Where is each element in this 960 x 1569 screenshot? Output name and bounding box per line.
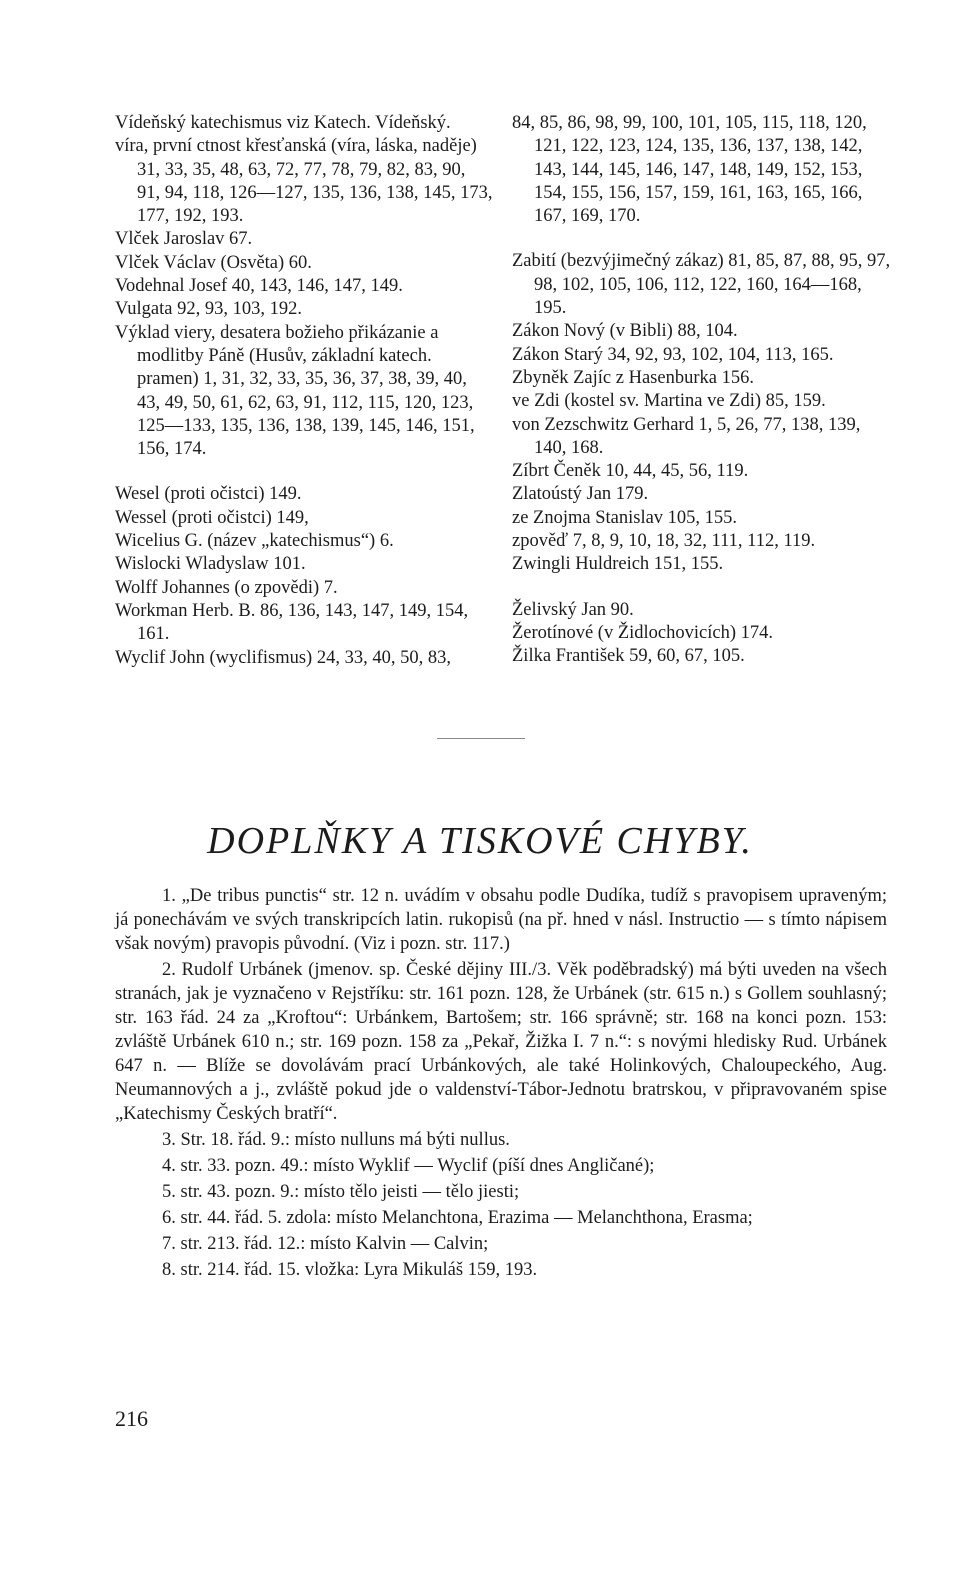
index-entry: Želivský Jan 90. <box>512 599 634 620</box>
note-text: str. 43. pozn. 9.: místo tělo jeisti — tělo jiesti; <box>180 1182 520 1202</box>
errata-note <box>115 958 887 1126</box>
errata-note <box>115 884 887 956</box>
index-entry: Zákon Starý 34, 92, 93, 102, 104, 113, 165. <box>512 344 834 365</box>
index-entry: Vlček Václav (Osvěta) 60. <box>115 252 312 273</box>
note-text: „De tribus punctis“ str. 12 n. uvádím v obsahu podle Dudíka, tudíž s pravopisem upraveným; já ponechávám ve svých transkripcích latin. rukopisů (na př. hned v násl. Instructio — s tímto nápisem však novým) pravopis původní. (Viz i pozn. str. 117.) <box>115 886 887 954</box>
index-entry: víra, první ctnost křesťanská (víra, láska, naděje) 31, 33, 35, 48, 63, 72, 77, 78, 79, 82, 83, 90, 91, 94, 118, 126—127, 135, 136, 138, 145, 173, 177, 192, 193. <box>115 136 493 227</box>
index-entry: Zabití (bezvýjimečný zákaz) 81, 85, 87, 88, 95, 97, 98, 102, 105, 106, 112, 122, 160, 164—168, 195. <box>512 251 891 319</box>
index-entry: von Zezschwitz Gerhard 1, 5, 26, 77, 138, 139, 140, 168. <box>512 414 861 458</box>
note-number: 1. <box>162 886 176 906</box>
index-gap <box>115 461 493 483</box>
index-gap <box>512 577 896 599</box>
note-text: str. 214. řád. 15. vložka: Lyra Mikuláš 159, 193. <box>180 1260 538 1280</box>
index-entry: 84, 85, 86, 98, 99, 100, 101, 105, 115, 118, 120, 121, 122, 123, 124, 135, 136, 137, 138, 142, 143, 144, 145, 146, 147, 148, 149, 152, 153, 154, 155, 156, 157, 159, 161, 163, 165, 166, 167, 169, 170. <box>512 113 867 227</box>
section-title: DOPLŇKY A TISKOVÉ CHYBY. <box>207 820 753 862</box>
errata-notes <box>115 884 887 1284</box>
index-entry: Zbyněk Zajíc z Hasenburka 156. <box>512 367 754 388</box>
index-entry: Wyclif John (wyclifismus) 24, 33, 40, 50, 83, <box>115 647 451 668</box>
note-text: Str. 18. řád. 9.: místo nulluns má býti nullus. <box>180 1130 510 1150</box>
index-entry: Wicelius G. (název „katechismus“) 6. <box>115 531 394 552</box>
errata-note <box>115 1128 887 1152</box>
index-entry: Zwingli Huldreich 151, 155. <box>512 554 724 575</box>
index-gap <box>512 228 896 250</box>
index-entry: zpověď 7, 8, 9, 10, 18, 32, 111, 112, 119. <box>512 531 816 552</box>
note-number: 3. <box>162 1130 176 1150</box>
index-entry: Zíbrt Čeněk 10, 44, 45, 56, 119. <box>512 461 749 482</box>
errata-note <box>115 1258 887 1282</box>
index-entry: ze Znojma Stanislav 105, 155. <box>512 507 738 528</box>
index-entry: Wislocki Wladyslaw 101. <box>115 554 306 575</box>
errata-note <box>115 1232 887 1256</box>
note-number: 6. <box>162 1208 176 1228</box>
note-number: 4. <box>162 1156 176 1176</box>
index-entry: Wolff Johannes (o zpovědi) 7. <box>115 577 338 598</box>
index-entry: Wesel (proti očistci) 149. <box>115 484 302 505</box>
index-entry: Zákon Nový (v Bibli) 88, 104. <box>512 321 738 342</box>
index-entry: Workman Herb. B. 86, 136, 143, 147, 149, 154, 161. <box>115 600 469 645</box>
note-number: 2. <box>162 960 176 980</box>
errata-note <box>115 1206 887 1230</box>
index-entry: Žerotínové (v Židlochovicích) 174. <box>512 622 773 643</box>
note-text: str. 213. řád. 12.: místo Kalvin — Calvin; <box>180 1234 489 1254</box>
note-number: 5. <box>162 1182 176 1202</box>
index-entry: ve Zdi (kostel sv. Martina ve Zdi) 85, 159. <box>512 391 826 412</box>
note-text: str. 44. řád. 5. zdola: místo Melanchtona, Erazima — Melanchthona, Erasma; <box>180 1208 753 1228</box>
index-entry: Vodehnal Josef 40, 143, 146, 147, 149. <box>115 276 403 297</box>
page-number: 216 <box>115 1406 148 1431</box>
index-entry: Vulgata 92, 93, 103, 192. <box>115 299 302 320</box>
index-entry: Vlček Jaroslav 67. <box>115 229 253 250</box>
section-divider <box>437 738 525 739</box>
note-number: 8. <box>162 1260 176 1280</box>
note-text: str. 33. pozn. 49.: místo Wyklif — Wyclif (píší dnes Angličané); <box>180 1156 655 1176</box>
index-entry: Wessel (proti očistci) 149, <box>115 507 309 528</box>
index-entry: Výklad viery, desatera božieho přikázanie a modlitby Páně (Husův, základní katech. pramen) 1, 31, 32, 33, 35, 36, 37, 38, 39, 40, 43, 49, 50, 61, 62, 63, 91, 112, 115, 120, 123, 125—133, 135, 136, 138, 139, 145, 146, 151, 156, 174. <box>115 322 475 460</box>
note-text: Rudolf Urbánek (jmenov. sp. České dějiny III./3. Věk poděbradský) má býti uveden na všech stranách, jak je vyznačeno v Rejstříku: str. 161 pozn. 128, že Urbánek (str. 615 n.) s Gollem souhlasný; str. 163 řád. 24 za „Kroftou“: Urbánkem, Bartošem; str. 166 správně; str. 168 na konci pozn. 153: zvláště Urbánek 610 n.; str. 169 pozn. 158 za „Pekař, Žižka I. 7 n.“: s novými hledisky Rud. Urbánek 647 n. — Blíže se dovolávám prací Urbánkových, ale také Holinkových, Chaloupeckého, Aug. Neumannových a j., zvláště pokud jde o valdenství-Tábor-Jednotu bratrskou, v připravovaném spise „Katechismy Českých bratří“. <box>115 960 888 1124</box>
index-entry: Zlatoústý Jan 179. <box>512 484 649 505</box>
errata-note <box>115 1180 887 1204</box>
index-entry: Žilka František 59, 60, 67, 105. <box>512 646 745 667</box>
note-number: 7. <box>162 1234 176 1254</box>
errata-note <box>115 1154 887 1178</box>
index-left-column <box>115 112 493 670</box>
index-right-column <box>512 112 896 669</box>
index-entry: Vídeňský katechismus viz Katech. Vídeňský. <box>115 113 451 133</box>
